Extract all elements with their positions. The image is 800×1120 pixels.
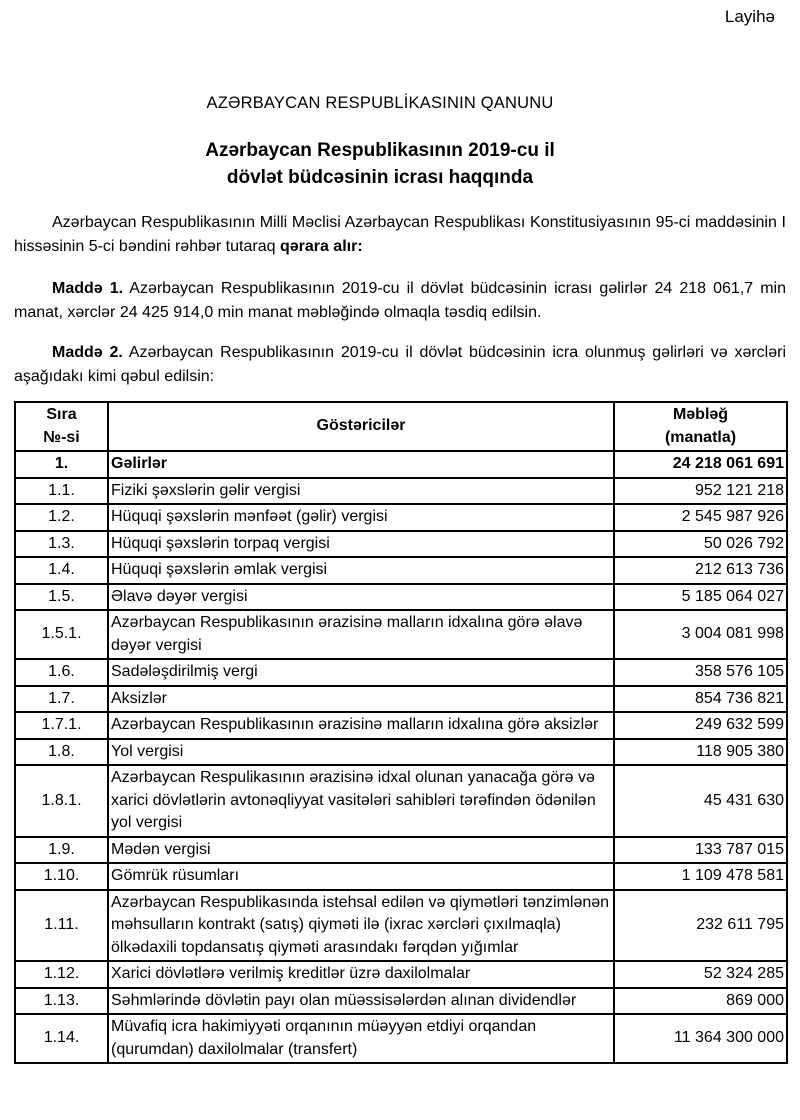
indicator-cell: Gəlirlər	[108, 451, 614, 478]
indicator-cell: Xarici dövlətlərə verilmiş kreditlər üzrə daxilolmalar	[108, 961, 614, 988]
article-1-label: Maddə 1.	[52, 280, 124, 297]
table-row	[15, 610, 787, 659]
indicator-cell: Azərbaycan Respulikasının ərazisinə idxal olunan yanacağa görə və xarici dövlətlərin avtonəqliyyat vasitələri sahibləri tərəfindən ödənilən yol vergisi	[108, 765, 614, 837]
row-number-cell: 1.1.	[15, 478, 108, 505]
law-title-line2: dövlət büdcəsinin icrası haqqında	[226, 167, 534, 188]
article-2-paragraph	[14, 341, 786, 389]
row-number-cell: 1.12.	[15, 961, 108, 988]
draft-label: Layihə	[724, 7, 775, 26]
indicator-cell: Aksizlər	[108, 686, 614, 713]
indicator-cell: Hüquqi şəxslərin əmlak vergisi	[108, 557, 614, 584]
table-row	[15, 584, 787, 611]
indicator-cell: Azərbaycan Respublikasının ərazisinə malların idxalına görə aksizlər	[108, 712, 614, 739]
law-title-line1: Azərbaycan Respublikasının 2019-cu il	[205, 140, 555, 161]
table-row	[15, 863, 787, 890]
table-row	[15, 837, 787, 864]
amount-cell: 50 026 792	[614, 531, 787, 558]
row-number-cell: 1.7.	[15, 686, 108, 713]
row-number-cell: 1.8.	[15, 739, 108, 766]
table-row	[15, 531, 787, 558]
amount-cell: 869 000	[614, 988, 787, 1015]
table-row	[15, 988, 787, 1015]
amount-cell: 118 905 380	[614, 739, 787, 766]
indicator-cell: Azərbaycan Respublikasında istehsal edilən və qiymətləri tənzimlənən məhsulların kontrakt (satış) qiyməti ilə (ixrac xərcləri çıxılmaqla) ölkədaxili topdansatış qiyməti arasındakı fərqdən yığımlar	[108, 890, 614, 962]
indicator-cell: Azərbaycan Respublikasının ərazisinə malların idxalına görə əlavə dəyər vergisi	[108, 610, 614, 659]
row-number-cell: 1.2.	[15, 504, 108, 531]
indicator-cell: Yol vergisi	[108, 739, 614, 766]
table-row	[15, 765, 787, 837]
table-row	[15, 686, 787, 713]
amount-cell: 952 121 218	[614, 478, 787, 505]
article-1-paragraph	[14, 277, 786, 325]
row-number-cell: 1.10.	[15, 863, 108, 890]
law-title	[14, 137, 786, 191]
table-row	[15, 504, 787, 531]
col-header-amount-line1: Məbləğ	[672, 406, 729, 423]
row-number-cell: 1.9.	[15, 837, 108, 864]
row-number-cell: 1.	[15, 451, 108, 478]
amount-cell: 249 632 599	[614, 712, 787, 739]
col-header-number	[15, 402, 108, 451]
indicator-cell: Hüquqi şəxslərin torpaq vergisi	[108, 531, 614, 558]
indicator-cell: Fiziki şəxslərin gəlir vergisi	[108, 478, 614, 505]
row-number-cell: 1.6.	[15, 659, 108, 686]
article-2-label: Maddə 2.	[52, 344, 123, 361]
preamble-bold-text: qərara alır:	[279, 238, 363, 255]
article-2-text: Azərbaycan Respublikasının 2019-cu il dövlət büdcəsinin icra olunmuş gəlirləri və xərcləri aşağıdakı kimi qəbul edilsin:	[14, 344, 787, 385]
col-header-amount	[614, 402, 787, 451]
table-row	[15, 1014, 787, 1063]
row-number-cell: 1.5.1.	[15, 610, 108, 659]
amount-cell: 212 613 736	[614, 557, 787, 584]
amount-cell: 358 576 105	[614, 659, 787, 686]
row-number-cell: 1.14.	[15, 1014, 108, 1063]
col-header-indicator: Göstəricilər	[108, 402, 614, 451]
row-number-cell: 1.5.	[15, 584, 108, 611]
amount-cell: 5 185 064 027	[614, 584, 787, 611]
amount-cell: 854 736 821	[614, 686, 787, 713]
row-number-cell: 1.11.	[15, 890, 108, 962]
row-number-cell: 1.8.1.	[15, 765, 108, 837]
table-header-row	[15, 402, 787, 451]
table-row	[15, 478, 787, 505]
article-1-text: Azərbaycan Respublikasının 2019-cu il dövlət büdcəsinin icrası gəlirlər 24 218 061,7 min manat, xərclər 24 425 914,0 min manat məbləğində olmaqla təsdiq edilsin.	[14, 280, 787, 321]
indicator-cell: Sadələşdirilmiş vergi	[108, 659, 614, 686]
indicator-cell: Əlavə dəyər vergisi	[108, 584, 614, 611]
indicator-cell: Hüquqi şəxslərin mənfəət (gəlir) vergisi	[108, 504, 614, 531]
table-row	[15, 739, 787, 766]
indicator-cell: Müvafiq icra hakimiyyəti orqanının müəyyən etdiyi orqandan (qurumdan) daxilolmalar (transfert)	[108, 1014, 614, 1063]
amount-cell: 232 611 795	[614, 890, 787, 962]
col-header-amount-line2: (manatla)	[664, 428, 737, 446]
amount-cell: 1 109 478 581	[614, 863, 787, 890]
row-number-cell: 1.13.	[15, 988, 108, 1015]
amount-cell: 3 004 081 998	[614, 610, 787, 659]
col-header-number-line1: Sıra	[46, 406, 77, 423]
col-header-number-line2: №-si	[43, 428, 80, 446]
amount-cell: 2 545 987 926	[614, 504, 787, 531]
row-number-cell: 1.7.1.	[15, 712, 108, 739]
table-row	[15, 451, 787, 478]
law-kicker: AZƏRBAYCAN RESPUBLİKASININ QANUNU	[206, 94, 554, 112]
row-number-cell: 1.3.	[15, 531, 108, 558]
table-row	[15, 890, 787, 962]
table-row	[15, 961, 787, 988]
preamble-text: Azərbaycan Respublikasının Milli Məclisi Azərbaycan Respublikası Konstitusiyasının 95-ci maddəsinin I hissəsinin 5-ci bəndini rəhbər tutaraq	[14, 214, 786, 255]
table-row	[15, 659, 787, 686]
indicator-cell: Mədən vergisi	[108, 837, 614, 864]
row-number-cell: 1.4.	[15, 557, 108, 584]
indicator-cell: Gömrük rüsumları	[108, 863, 614, 890]
amount-cell: 52 324 285	[614, 961, 787, 988]
amount-cell: 45 431 630	[614, 765, 787, 837]
amount-cell: 11 364 300 000	[614, 1014, 787, 1063]
amount-cell: 133 787 015	[614, 837, 787, 864]
preamble-paragraph	[14, 211, 786, 259]
budget-table	[14, 401, 788, 1064]
table-row	[15, 712, 787, 739]
table-row	[15, 557, 787, 584]
amount-cell: 24 218 061 691	[614, 451, 787, 478]
indicator-cell: Səhmlərində dövlətin payı olan müəssisələrdən alınan dividendlər	[108, 988, 614, 1015]
